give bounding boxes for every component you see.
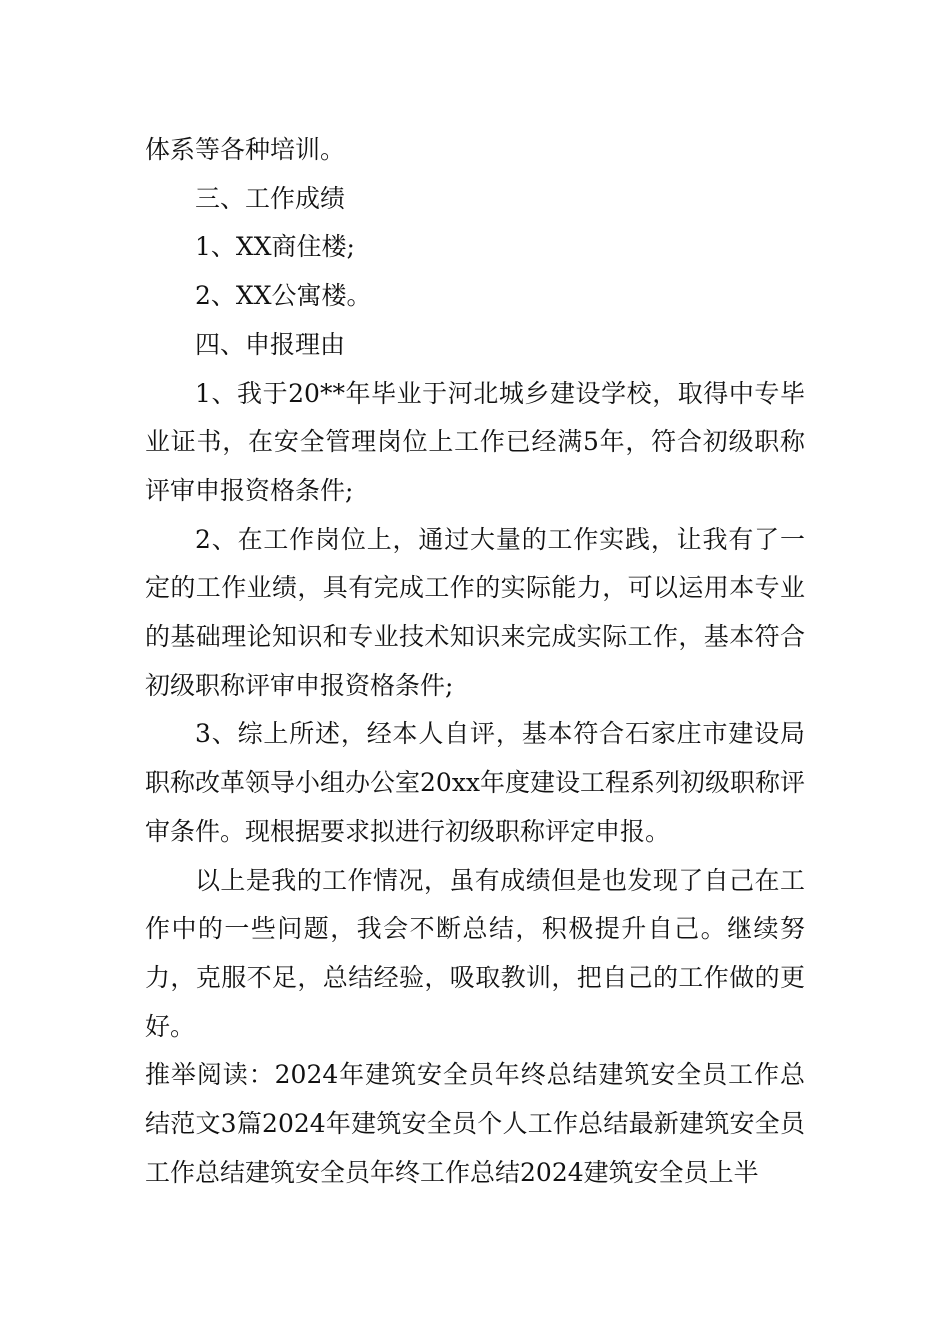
heading-work-achievements: 三、工作成绩 [195,183,346,213]
achievement-item-1: 1、XX商住楼; [195,232,355,262]
recommended-reading: 推举阅读：2024年建筑安全员年终总结建筑安全员工作总结范文3篇2024年建筑安全员个人工作总结最新建筑安全员工作总结建筑安全员年终工作总结2024建筑安全员上半 [145,1060,805,1187]
document-body [145,126,805,1197]
reason-item-3: 3、综上所述，经本人自评，基本符合石家庄市建设局职称改革领导小组办公室20xx年度建设工程系列初级职称评审条件。现根据要求拟进行初级职称评定申报。 [145,719,806,846]
reason-item-2: 2、在工作岗位上，通过大量的工作实践，让我有了一定的工作业绩，具有完成工作的实际能力，可以运用本专业的基础理论知识和专业技术知识来完成实际工作，基本符合初级职称评审申报资格条件; [145,524,805,700]
closing-paragraph: 以上是我的工作情况，虽有成绩但是也发现了自己在工作中的一些问题，我会不断总结，积极提升自己。继续努力，克服不足，总结经验，吸取教训，把自己的工作做的更好。 [145,865,805,1041]
paragraph-training-end: 体系等各种培训。 [145,135,346,164]
achievement-item-2: 2、XX公寓楼。 [195,281,372,311]
heading-application-reasons: 四、申报理由 [195,329,346,359]
reason-item-1: 1、我于20**年毕业于河北城乡建设学校，取得中专毕业证书，在安全管理岗位上工作已经满5年，符合初级职称评审申报资格条件; [145,378,805,505]
